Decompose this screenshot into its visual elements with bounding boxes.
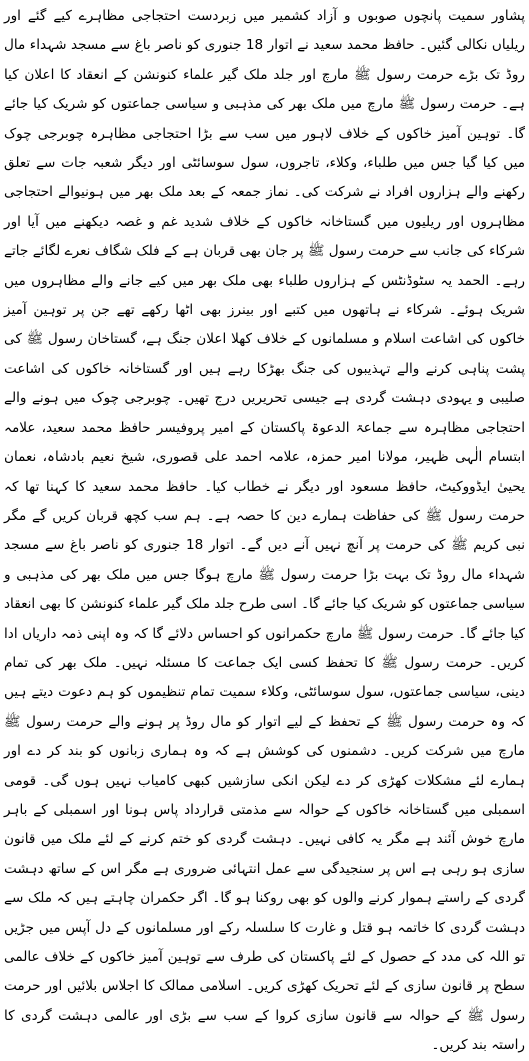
article-paragraph: پشاور سمیت پانچوں صوبوں و آزاد کشمیر میں زبردست احتجاجی مظاہرے کیے گئے اور ریلیاں نکالی گئیں۔ حافظ محمد سعید نے اتوار 18 جنوری کو ناصر باغ سے مسجد شہداء مال روڈ تک بڑے حرمت رسول ﷺ مارچ اور جلد ملک گیر علماء کنونشن کے انعقاد کا اعلان کیا ہے۔ حرمت رسول ﷺ مارچ میں ملک بھر کی مذہبی و سیاسی جماعتوں کو شریک کیا جائے گا۔ توہین آمیز خاکوں کے خلاف لاہور میں سب سے بڑا احتجاجی مظاہرہ چوبرجی چوک میں کیا گیا جس میں طلباء، وکلاء، تاجروں، سول سوسائٹی اور دیگر شعبہ جات سے تعلق رکھنے والے ہزاروں افراد نے شرکت کی۔ نماز جمعہ کے بعد ملک بھر میں ہونیوالے احتجاجی مظاہروں اور ریلیوں میں گستاخانہ خاکوں کے خلاف شدید غم و غصہ دیکھنے میں آیا اور شرکاء کی جانب سے حرمت رسول ﷺ پر جان بھی قربان ہے کے فلک شگاف نعرے لگائے جاتے رہے۔ الحمد یہ سٹوڈنٹس کے ہزاروں طلباء بھی ملک بھر میں کیے جانے والے مظاہروں میں شریک ہوئے۔ شرکاء نے ہاتھوں میں کتبے اور بینرز بھی اٹھا رکھے تھے جن پر توہین آمیز خاکوں کی اشاعت اسلام و مسلمانوں کے خلاف کھلا اعلان جنگ ہے، گستاخان رسول ﷺ کی پشت پناہی کرنے والے تہذیبوں کی جنگ بھڑکا رہے ہیں اور گستاخانہ خاکوں کی اشاعت صلیبی و یہودی دہشت گردی ہے جیسی تحریریں درج تھیں۔ چوبرجی چوک میں ہونے والے احتجاجی مظاہرہ سے جماعۃ الدعوۃ پاکستان کے امیر پروفیسر حافظ محمد سعید، علامہ ابتسام الٰہی ظہیر، مولانا امیر حمزہ، علامہ احمد علی قصوری، شیخ نعیم بادشاہ، نعمان یحییٰ ایڈووکیٹ، حافظ مسعود اور دیگر نے خطاب کیا۔ حافظ محمد سعید کا کہنا تھا کہ حرمت رسول ﷺ کی حفاظت ہمارے دین کا حصہ ہے۔ ہم سب کچھ قربان کریں گے مگر نبی کریم ﷺ کی حرمت پر آنچ نہیں آنے دیں گے۔ اتوار 18 جنوری کو ناصر باغ سے مسجد شہداء مال روڈ تک بہت بڑا حرمت رسول ﷺ مارچ ہوگا جس میں ملک بھر کی مذہبی و سیاسی جماعتوں کو شریک کیا جائے گا۔ اسی طرح جلد ملک گیر علماء کنونشن کا بھی انعقاد کیا جائے گا۔ حرمت رسول ﷺ مارچ حکمرانوں کو احساس دلائے گا کہ وہ اپنی ذمہ داریاں ادا کریں۔ حرمت رسول ﷺ کا تحفظ کسی ایک جماعت کا مسئلہ نہیں۔ ملک بھر کی تمام دینی، سیاسی جماعتوں، سول سوسائٹی، وکلاء سمیت تمام تنظیموں کو ہم دعوت دیتے ہیں کہ وہ حرمت رسول ﷺ کے تحفظ کے لیے اتوار کو مال روڈ پر ہونے والے حرمت رسول ﷺ مارچ میں شرکت کریں۔ دشمنوں کی کوشش ہے کہ وہ ہماری زبانوں کو بند کر دے اور ہمارے لئے مشکلات کھڑی کر دے لیکن انکی سازشیں کبھی کامیاب نہیں ہوں گی۔ قومی اسمبلی میں گستاخانہ خاکوں کے حوالہ سے مذمتی قرارداد پاس ہونا اور اسمبلی کے باہر مارچ خوش آئند ہے مگر یہ کافی نہیں۔ دہشت گردی کو ختم کرنے کے لئے ملک میں قانون سازی ہو رہی ہے اس پر سنجیدگی سے عمل انتہائی ضروری ہے مگر اس کے ساتھ دہشت گردی کے راستے ہموار کرنے والوں کو بھی روکنا ہو گا۔ اگر حکمران چاہتے ہیں کہ ملک سے دہشت گردی کا خاتمہ ہو قتل و غارت کا سلسلہ رکے اور مسلمانوں کے دل آپس میں جڑیں تو اللہ کی مدد کے حصول کے لئے پاکستان کی طرف سے توہین آمیز خاکوں کے خلاف عالمی سطح پر قانون سازی کے لئے تحریک کھڑی کریں۔ اسلامی ممالک کا اجلاس بلائیں اور حرمت رسول ﷺ کے حوالہ سے قانون سازی کروا کے سب سے بڑی اور عالمی دہشت گردی کا راستہ بند کریں۔ (4, 8, 525, 1054)
